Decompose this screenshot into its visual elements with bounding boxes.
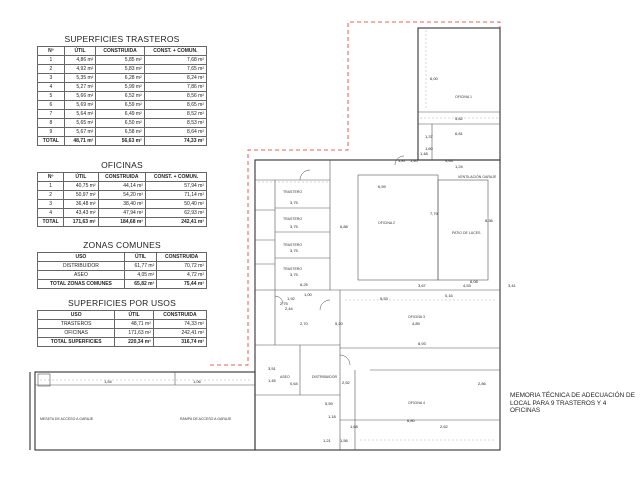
label-distribuidor: DISTRIBUIDOR	[312, 375, 338, 379]
table-cell: 7	[38, 110, 65, 119]
table-header: Nº	[38, 173, 64, 182]
table-cell: 50,40 m²	[146, 200, 207, 209]
table-cell: 3	[38, 200, 64, 209]
table-cell: 5,65 m²	[64, 119, 96, 128]
dimension-text: 2,44	[285, 306, 293, 311]
table-cell: 8,64 m²	[144, 128, 206, 137]
table-cell: 171,63 m²	[115, 329, 154, 338]
table-cell: 43,43 m²	[64, 209, 98, 218]
table-cell: 7,68 m²	[144, 56, 206, 65]
dimension-text: 6,80	[407, 418, 415, 423]
label-rampa: RAMPA DE ACCESO A GARAJE	[180, 417, 232, 421]
oficinas-title: OFICINAS	[101, 160, 143, 170]
table-cell: TOTAL	[38, 218, 64, 227]
dimension-text: 6,88	[340, 224, 348, 229]
dimension-text: 1,18	[328, 414, 336, 419]
table-cell: 8	[38, 119, 65, 128]
table-header: ÚTIL	[64, 173, 98, 182]
dimension-text: 5,20	[335, 321, 343, 326]
table-cell: 4,72 m²	[157, 271, 207, 280]
table-header: ÚTIL	[115, 311, 154, 320]
dimension-text: 5,82	[455, 116, 463, 121]
dimension-text: 1,87	[398, 158, 406, 163]
table-cell: TRASTEROS	[38, 320, 115, 329]
table-cell: 6,49 m²	[96, 110, 144, 119]
dimension-text: 2,75	[280, 301, 288, 306]
table-cell: 4,05 m²	[124, 271, 156, 280]
label-meseta: MESETA DE ACCESO A GARAJE	[40, 417, 94, 421]
dimension-text: 6,25	[300, 282, 308, 287]
dimension-text: 1,60	[425, 146, 433, 151]
table-cell: 5	[38, 92, 65, 101]
table-header: USO	[38, 311, 115, 320]
table-cell: TOTAL ZONAS COMUNES	[38, 280, 125, 289]
table-header: ÚTIL	[64, 47, 96, 56]
table-cell: TOTAL SUPERFICIES	[38, 338, 115, 347]
dimension-text: 1,24	[455, 164, 463, 169]
label-oficina2: OFICINA 2	[378, 221, 395, 225]
dimension-text: 2,62	[440, 424, 448, 429]
table-cell: 71,14 m²	[146, 191, 207, 200]
table-cell: TOTAL	[38, 137, 65, 146]
table-cell: 47,94 m²	[98, 209, 145, 218]
dimension-text: 1,56	[340, 438, 348, 443]
label-aseo: ASEO	[280, 375, 290, 379]
label-trastero-2: TRASTERO	[283, 217, 303, 221]
dimension-text: 5,59	[325, 401, 333, 406]
table-cell: 5,35 m²	[64, 74, 96, 83]
table-cell: 5,66 m²	[64, 92, 96, 101]
dimension-text: 7,79	[430, 211, 438, 216]
label-oficina1: OFICINA 1	[455, 95, 472, 99]
table-cell: 8,53 m²	[144, 119, 206, 128]
table-cell: 54,20 m²	[98, 191, 145, 200]
table-cell: 6,58 m²	[96, 128, 144, 137]
table-cell: 40,75 m²	[64, 182, 98, 191]
table-cell: 2	[38, 191, 64, 200]
title-line-1: MEMORIA TÉCNICA DE ADECUACIÓN DE	[510, 392, 635, 399]
table-header: CONSTRUIDA	[153, 311, 206, 320]
table-cell: OFICINAS	[38, 329, 115, 338]
dimension-text: 6,59	[378, 184, 386, 189]
table-cell: 4	[38, 209, 64, 218]
label-patio: PATIO DE LUCES	[452, 231, 481, 235]
trasteros-title: SUPERFICIES TRASTEROS	[64, 34, 180, 44]
table-cell: 8,65 m²	[144, 101, 206, 110]
dimension-text: 3,75	[290, 248, 298, 253]
table-cell: 65,82 m²	[124, 280, 156, 289]
table-cell: 5,64 m²	[64, 110, 96, 119]
dimension-text: 8,93	[418, 341, 426, 346]
dimension-text: 2,52	[342, 380, 350, 385]
dimension-text: 0,64	[290, 381, 298, 386]
label-ventilacion: VENTILACIÓN GARAJE	[458, 175, 497, 179]
table-cell: 7,86 m²	[144, 83, 206, 92]
dimension-text: 2,86	[478, 381, 486, 386]
label-trastero-4: TRASTERO	[283, 267, 303, 271]
table-cell: 1	[38, 182, 64, 191]
dimension-text: 3,41	[508, 283, 516, 288]
table-cell: 4	[38, 83, 65, 92]
table-cell: 70,72 m²	[157, 262, 207, 271]
table-cell: 48,71 m²	[64, 137, 96, 146]
table-cell: 5,83 m²	[96, 65, 144, 74]
table-cell: 44,14 m²	[98, 182, 145, 191]
dimension-text: 1,54	[104, 379, 112, 384]
table-header: CONSTRUIDA	[98, 173, 145, 182]
dimension-text: 1,48	[420, 151, 428, 156]
dimension-text: 4,53	[463, 283, 471, 288]
title-line-2: LOCAL PARA 9 TRASTEROS Y 4 OFICINAS	[510, 399, 607, 415]
table-cell: 4,92 m²	[64, 65, 96, 74]
dimension-text: 4,89	[412, 321, 420, 326]
table-cell: 57,94 m²	[146, 182, 207, 191]
property-boundary	[210, 22, 500, 365]
dimension-text: 8,36	[485, 218, 493, 223]
table-cell: 220,34 m²	[115, 338, 154, 347]
table-cell: 48,71 m²	[115, 320, 154, 329]
table-cell: 9	[38, 128, 65, 137]
dimension-text: 2,70	[300, 321, 308, 326]
table-cell: 1	[38, 56, 65, 65]
dimension-text: 3,75	[290, 200, 298, 205]
table-cell: 5,27 m²	[64, 83, 96, 92]
table-cell: 184,68 m²	[98, 218, 145, 227]
table-cell: ASEO	[38, 271, 125, 280]
label-trastero-1: TRASTERO	[283, 190, 303, 194]
table-header: Nº	[38, 47, 65, 56]
dimension-text: 3,67	[418, 283, 426, 288]
dimension-text: 4,63	[445, 158, 453, 163]
table-cell: 61,77 m²	[124, 262, 156, 271]
table-cell: 5,69 m²	[64, 101, 96, 110]
dimension-text: 1,40	[410, 158, 418, 163]
table-cell: 6	[38, 101, 65, 110]
table-cell: 242,41 m²	[146, 218, 207, 227]
dimension-text: 6,08	[470, 279, 478, 284]
table-cell: 7,65 m²	[144, 65, 206, 74]
table-cell: 316,74 m²	[153, 338, 206, 347]
table-cell: 3	[38, 74, 65, 83]
table-cell: 171,63 m²	[64, 218, 98, 227]
dimension-text: 1,00	[304, 292, 312, 297]
table-header: CONSTRUIDA	[157, 253, 207, 262]
usos-title: SUPERFICIES POR USOS	[68, 298, 176, 308]
table-cell: 242,41 m²	[153, 329, 206, 338]
table-cell: 8,24 m²	[144, 74, 206, 83]
dimension-text: 1,68	[350, 424, 358, 429]
table-cell: 8,56 m²	[144, 92, 206, 101]
title-block	[510, 392, 638, 415]
table-header: USO	[38, 253, 125, 262]
table-header: CONST. + COMUN.	[146, 173, 207, 182]
table-cell: 62,93 m²	[146, 209, 207, 218]
label-trastero-3: TRASTERO	[283, 243, 303, 247]
table-cell: 5,67 m²	[64, 128, 96, 137]
dimension-text: 6,00	[430, 76, 438, 81]
table-cell: 36,48 m²	[64, 200, 98, 209]
table-cell: 8,52 m²	[144, 110, 206, 119]
table-cell: 75,44 m²	[157, 280, 207, 289]
dimension-text: 3,51	[268, 366, 276, 371]
table-cell: 6,59 m²	[96, 101, 144, 110]
table-cell: 56,63 m²	[96, 137, 144, 146]
dimension-text: 1,45	[268, 378, 276, 383]
dimension-texts	[104, 76, 517, 443]
dimension-text: 1,21	[323, 438, 331, 443]
dimension-text: 1,92	[287, 296, 295, 301]
table-header: CONST. + COMUN.	[144, 47, 206, 56]
dimension-text: 6,81	[455, 131, 463, 136]
table-cell: 38,40 m²	[98, 200, 145, 209]
table-header: ÚTIL	[124, 253, 156, 262]
dimension-text: 0,16	[445, 293, 453, 298]
table-cell: 50,97 m²	[64, 191, 98, 200]
table-header: CONSTRUIDA	[96, 47, 144, 56]
table-cell: 5,99 m²	[96, 83, 144, 92]
table-cell: 6,50 m²	[96, 119, 144, 128]
dimension-text: 3,75	[290, 272, 298, 277]
table-cell: 74,33 m²	[153, 320, 206, 329]
table-cell: 2	[38, 65, 65, 74]
dimension-text: 1,06	[193, 379, 201, 384]
table-cell: 5,85 m²	[96, 56, 144, 65]
dimension-text: 3,75	[290, 224, 298, 229]
table-cell: DISTRIBUIDOR	[38, 262, 125, 271]
interior-walls	[35, 112, 500, 450]
dimension-text: 1,37	[425, 134, 433, 139]
label-oficina3: OFICINA 3	[408, 315, 425, 319]
dimension-text: 5,53	[380, 296, 388, 301]
table-cell: 6,52 m²	[96, 92, 144, 101]
exterior-walls	[30, 28, 500, 450]
table-cell: 4,86 m²	[64, 56, 96, 65]
table-cell: 74,33 m²	[144, 137, 206, 146]
zonas-title: ZONAS COMUNES	[83, 240, 161, 250]
table-cell: 6,28 m²	[96, 74, 144, 83]
label-oficina4: OFICINA 4	[408, 401, 425, 405]
